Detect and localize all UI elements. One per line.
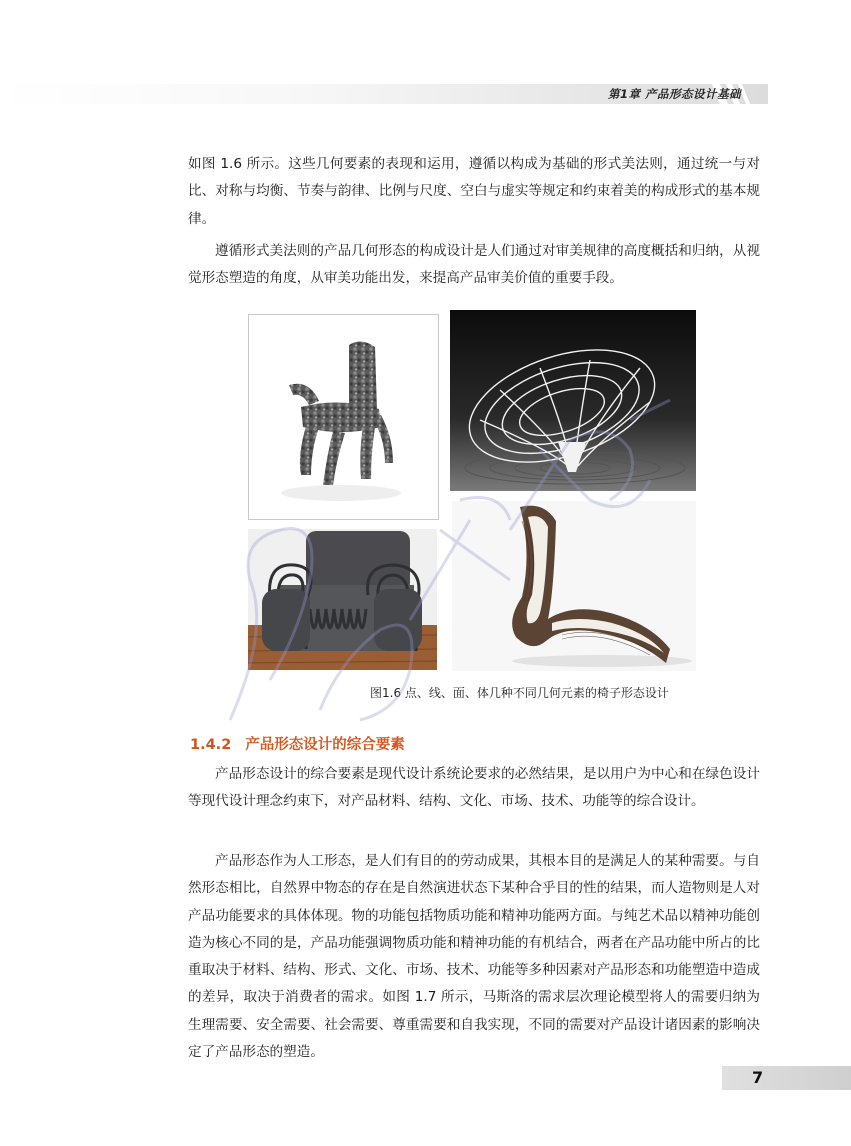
- figure-caption: 图1.6 点、线、面、体几种不同几何元素的椅子形态设计: [370, 686, 669, 700]
- section-heading: [190, 733, 405, 754]
- paragraph-4: 产品形态作为人工形态，是人们有目的的劳动成果，其根本目的是满足人的某种需要。与自然形态相比，自然界中物态的存在是自然演进状态下某种合乎目的性的结果，而人造物则是人对产品功能要求的具体体现。物的功能包括物质功能和精神功能两方面。与纯艺术品以精神功能创造为核心不同的是，产品功能强调物质功能和精神功能的有机结合，两者在产品功能中所占的比重取决于材料、结构、形式、文化、市场、技术、功能等多种因素对产品形态和功能塑造中造成的差异，取决于消费者的需求。如图 1.7 所示，马斯洛的需求层次理论模型将人的需要归纳为生理需要、安全需要、社会需要、尊重需要和自我实现，不同的需要对产品设计诸因素的影响决定了产品形态的塑造。: [188, 853, 760, 1061]
- folded-felt-sofa-image: [248, 529, 437, 670]
- chapter-title: 第1章 产品形态设计基础: [607, 87, 741, 101]
- layered-cardboard-chair-image: [452, 501, 696, 671]
- wire-mesh-chair-image: [450, 310, 696, 491]
- paragraph-1: 如图 1.6 所示。这些几何要素的表现和运用，遵循以构成为基础的形式美法则，通过统一与对比、对称与均衡、节奏与韵律、比例与尺度、空白与虚实等规定和约束着美的构成形式的基本规律。: [188, 156, 760, 227]
- page-number-bar: [722, 1066, 851, 1090]
- pebble-chair-image: [248, 314, 439, 520]
- paragraph-3: 产品形态设计的综合要素是现代设计系统论要求的必然结果，是以用户为中心和在绿色设计等现代设计理念约束下，对产品材料、结构、文化、市场、技术、功能等的综合设计。: [188, 766, 760, 810]
- page-number: 7: [752, 1068, 764, 1087]
- paragraph-2: 遵循形式美法则的产品几何形态的构成设计是人们通过对审美规律的高度概括和归纳，从视觉形态塑造的角度，从审美功能出发，来提高产品审美价值的重要手段。: [188, 243, 760, 287]
- section-title: 产品形态设计的综合要素: [245, 737, 405, 753]
- section-number: 1.4.2: [190, 737, 232, 753]
